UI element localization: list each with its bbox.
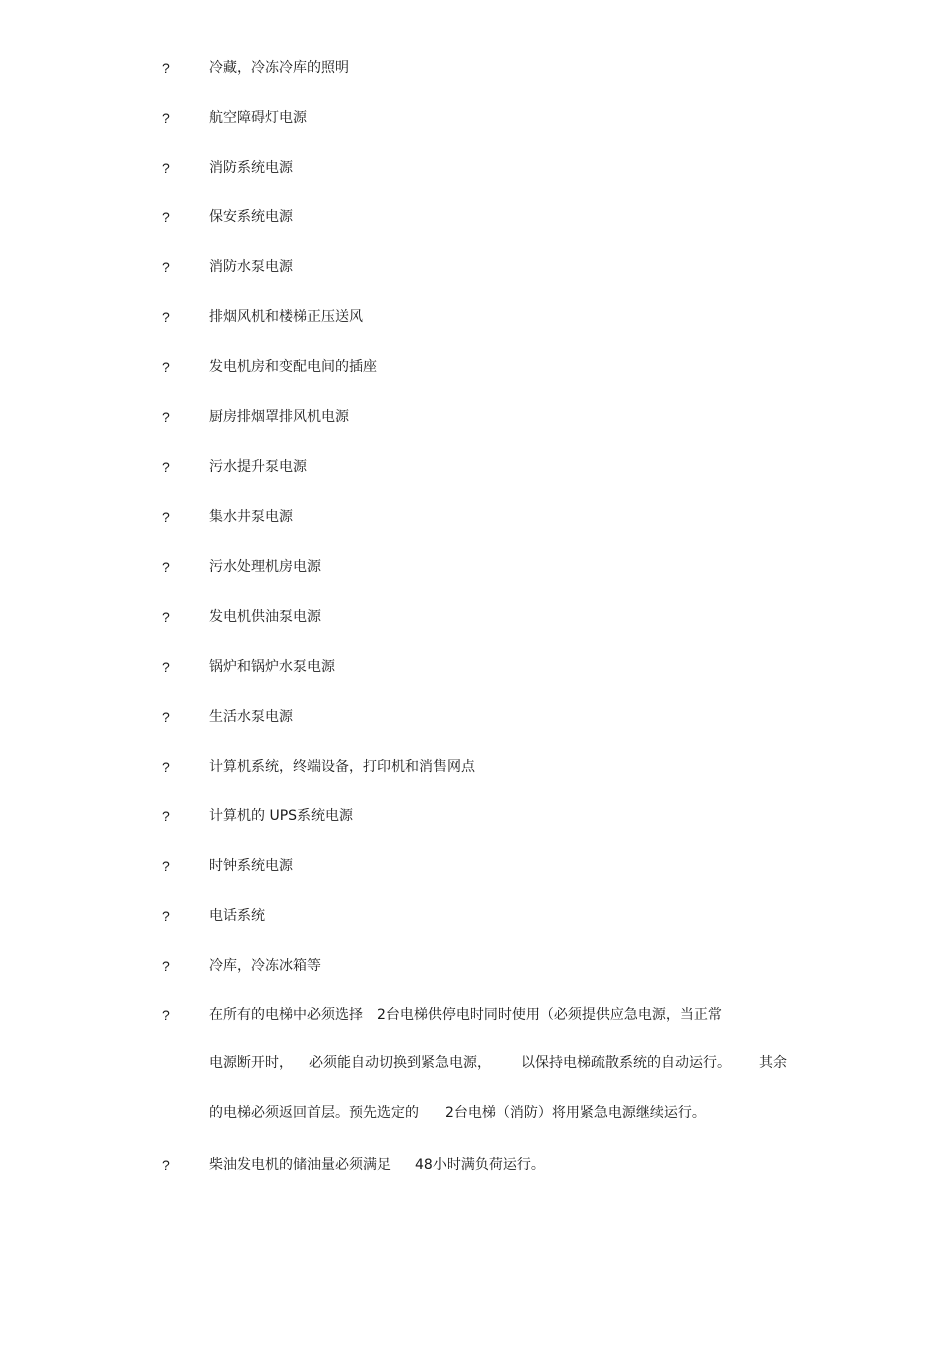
- bullet-marker: ?: [162, 209, 170, 225]
- list-item-text: 航空障碍灯电源: [209, 110, 307, 126]
- bullet-marker: ?: [162, 160, 170, 176]
- list-item-text: 污水处理机房电源: [209, 559, 321, 575]
- diesel-line-part-b: 48小时满负荷运行。: [415, 1157, 545, 1173]
- bullet-marker: ?: [162, 459, 170, 475]
- list-item-text: 冷库，冷冻冰箱等: [209, 958, 321, 974]
- list-item-text: 消防水泵电源: [209, 259, 293, 275]
- bullet-marker: ?: [162, 1007, 170, 1023]
- elevator-line-3-part-b: 2台电梯（消防）将用紧急电源继续运行。: [445, 1105, 706, 1121]
- bullet-marker: ?: [162, 110, 170, 126]
- bullet-marker: ?: [162, 60, 170, 76]
- bullet-marker: ?: [162, 908, 170, 924]
- elevator-line-1: [209, 1005, 722, 1025]
- list-item-text: 厨房排烟罩排风机电源: [209, 409, 349, 425]
- elevator-line-1-part-a: 在所有的电梯中必须选择: [209, 1007, 363, 1023]
- list-item-text: 保安系统电源: [209, 209, 293, 225]
- list-item-text: 消防系统电源: [209, 160, 293, 176]
- bullet-marker: ?: [162, 958, 170, 974]
- list-item-text: 计算机的 UPS系统电源: [209, 808, 354, 824]
- elevator-line-3-part-a: 的电梯必须返回首层。预先选定的: [209, 1105, 419, 1121]
- bullet-marker: ?: [162, 858, 170, 874]
- bullet-marker: ?: [162, 609, 170, 625]
- elevator-line-1-part-b: 2台电梯供停电时同时使用（必须提供应急电源，当正常: [377, 1007, 722, 1023]
- bullet-marker: ?: [162, 309, 170, 325]
- bullet-marker: ?: [162, 409, 170, 425]
- list-item-text: 生活水泵电源: [209, 709, 293, 725]
- list-item-text: 集水井泵电源: [209, 509, 293, 525]
- bullet-marker: ?: [162, 559, 170, 575]
- list-item-text: 发电机供油泵电源: [209, 609, 321, 625]
- list-item-text: 冷藏，冷冻冷库的照明: [209, 60, 349, 76]
- bullet-marker: ?: [162, 659, 170, 675]
- bullet-marker: ?: [162, 759, 170, 775]
- list-item-text: 污水提升泵电源: [209, 459, 307, 475]
- diesel-line-part-a: 柴油发电机的储油量必须满足: [209, 1157, 391, 1173]
- list-item-text: 排烟风机和楼梯正压送风: [209, 309, 363, 325]
- elevator-line-2: [209, 1053, 787, 1073]
- elevator-line-2-part-a: 电源断开时，: [209, 1055, 293, 1071]
- bullet-marker: ?: [162, 709, 170, 725]
- list-item-text: 电话系统: [209, 908, 265, 924]
- elevator-line-3: [209, 1103, 706, 1123]
- elevator-line-2-part-b: 必须能自动切换到紧急电源，: [309, 1055, 491, 1071]
- bullet-marker: ?: [162, 359, 170, 375]
- list-item-text: 计算机系统，终端设备，打印机和消售网点: [209, 759, 475, 775]
- bullet-marker: ?: [162, 1157, 170, 1173]
- bullet-marker: ?: [162, 509, 170, 525]
- list-item-text: 发电机房和变配电间的插座: [209, 359, 377, 375]
- diesel-line: [209, 1155, 545, 1175]
- bullet-marker: ?: [162, 259, 170, 275]
- elevator-line-2-part-c: 以保持电梯疏散系统的自动运行。: [521, 1055, 731, 1071]
- bullet-marker: ?: [162, 808, 170, 824]
- list-item-text: 时钟系统电源: [209, 858, 293, 874]
- list-item-text: 锅炉和锅炉水泵电源: [209, 659, 335, 675]
- elevator-line-2-part-d: 其余: [759, 1055, 787, 1071]
